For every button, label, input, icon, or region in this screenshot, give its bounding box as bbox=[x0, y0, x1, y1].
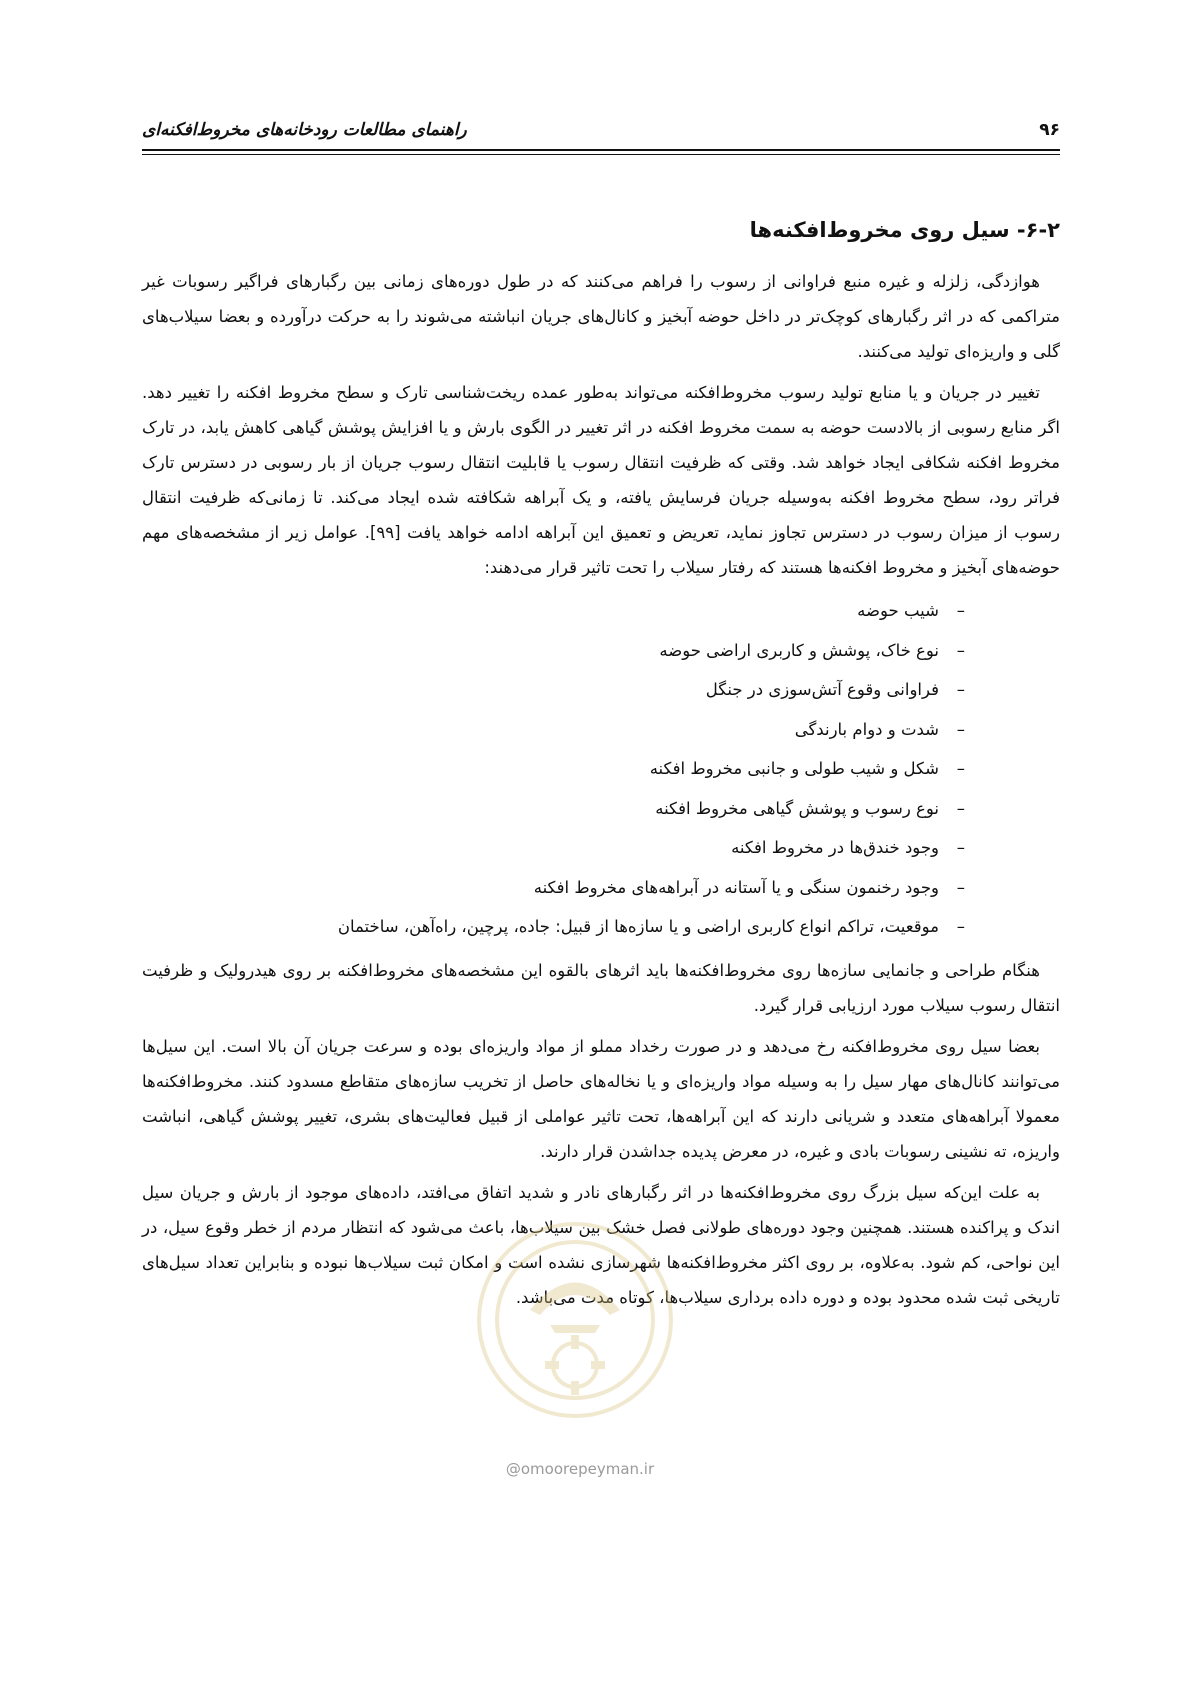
paragraph-5: به علت این‌که سیل بزرگ روی مخروط‌افکنه‌ها در اثر رگبارهای نادر و شدید اتفاق می‌افتد، داده‌های موجود از بارش و جریان سیل اندک و پراکنده هستند. همچنین وجود دوره‌های طولانی فصل خشک بین سیلاب‌ها، باعث می‌شود که انتظار مردم از خطر وقوع سیل، در این نواحی، کم شود. به‌علاوه، بر روی اکثر مخروط‌افکنه‌ها شهرسازی نشده است و امکان ثبت سیلاب‌ها نبوده و بنابراین تعداد سیل‌های تاریخی ثبت شده محدود بوده و دوره داده برداری سیلاب‌ها، کوتاه مدت می‌باشد. bbox=[142, 1182, 1060, 1307]
paragraph-1: هوازدگی، زلزله و غیره منبع فراوانی از رسوب را فراهم می‌کنند که در طول دوره‌های زمانی بین رگبارهای فراگیر رسوبات غیر متراکمی که در اثر رگبارهای کوچک‌تر در داخل حوضه آبخیز و کانال‌های جریان انباشته می‌شوند را به حرکت درآورده و بعضا سیلاب‌های گلی و واریزه‌ای تولید می‌کنند. bbox=[142, 272, 1060, 361]
header-rule-thin bbox=[142, 154, 1060, 155]
list-item-text: شدت و دوام بارندگی bbox=[794, 719, 939, 739]
dash-bullet: – bbox=[956, 838, 965, 857]
list-item bbox=[142, 789, 965, 829]
dash-bullet: – bbox=[956, 719, 965, 739]
page-header bbox=[142, 120, 1060, 148]
list-item bbox=[142, 907, 965, 947]
watermark-seal-icon bbox=[470, 1215, 680, 1425]
list-item-text: وجود رخنمون سنگی و یا آستانه در آبراهه‌های مخروط افکنه bbox=[533, 877, 939, 897]
list-item bbox=[142, 591, 965, 631]
factor-list bbox=[142, 591, 1060, 947]
list-item-text: شکل و شیب طولی و جانبی مخروط افکنه bbox=[649, 759, 939, 778]
list-item bbox=[142, 631, 965, 671]
dash-bullet: – bbox=[956, 601, 965, 620]
list-item-text: موقعیت، تراکم انواع کاربری اراضی و یا سازه‌ها از قبیل: جاده، پرچین، راه‌آهن، ساختمان bbox=[337, 917, 939, 936]
list-item-text: نوع رسوب و پوشش گیاهی مخروط افکنه bbox=[655, 798, 939, 818]
header-rule bbox=[142, 149, 1060, 151]
list-item bbox=[142, 670, 965, 710]
page-number: ۹۶ bbox=[1039, 120, 1060, 140]
dash-bullet: – bbox=[956, 798, 965, 818]
body-content bbox=[142, 212, 1060, 1321]
paragraph-2: تغییر در جریان و یا منابع تولید رسوب مخروط‌افکنه می‌تواند به‌طور عمده ریخت‌شناسی تارک و سطح مخروط افکنه را تغییر دهد. اگر منابع رسوبی از بالادست حوضه به سمت مخروط افکنه در اثر تغییر در الگوی بارش و یا افزایش پوشش گیاهی کاهش یابد، در تارک مخروط افکنه شکافی ایجاد خواهد شد. وقتی که ظرفیت انتقال رسوب یا قابلیت انتقال رسوب جریان از بار رسوبی در دسترس تارک فراتر رود، سطح مخروط افکنه به‌وسیله جریان فرسایش یافته، و یک آبراهه شکافته شده ایجاد می‌کند. تا زمانی‌که ظرفیت انتقال رسوب از میزان رسوب در دسترس تجاوز نماید، تعریض و تعمیق این آبراهه ادامه خواهد یافت [۹۹]. عوامل زیر از مشخصه‌های مهم حوضه‌های آبخیز و مخروط افکنه‌ها هستند که رفتار سیلاب را تحت تاثیر قرار می‌دهند: bbox=[142, 383, 1060, 577]
dash-bullet: – bbox=[956, 917, 965, 936]
list-item bbox=[142, 710, 965, 750]
running-title: راهنمای مطالعات رودخانه‌های مخروط‌افکنه‌ای bbox=[142, 120, 467, 140]
list-item bbox=[142, 868, 965, 908]
list-item-text: فراوانی وقوع آتش‌سوزی در جنگل bbox=[705, 680, 939, 699]
paragraph-3: هنگام طراحی و جانمایی سازه‌ها روی مخروط‌افکنه‌ها باید اثرهای بالقوه این مشخصه‌های مخروط‌افکنه بر روی هیدرولیک و ظرفیت انتقال رسوب سیلاب مورد ارزیابی قرار گیرد. bbox=[142, 960, 1060, 1015]
list-item-text: وجود خندق‌ها در مخروط افکنه bbox=[731, 838, 939, 857]
watermark-url: @omoorepeyman.ir bbox=[505, 1460, 655, 1478]
dash-bullet: – bbox=[956, 877, 965, 897]
dash-bullet: – bbox=[956, 680, 965, 699]
list-item-text: نوع خاک، پوشش و کاربری اراضی حوضه bbox=[659, 640, 939, 660]
list-item bbox=[142, 828, 965, 868]
list-item bbox=[142, 749, 965, 789]
dash-bullet: – bbox=[956, 640, 965, 660]
paragraph-4: بعضا سیل روی مخروط‌افکنه رخ می‌دهد و در صورت رخداد مملو از مواد واریزه‌ای بوده و سرعت جریان آن بالا است. این سیل‌ها می‌توانند کانال‌های مهار سیل را به وسیله مواد واریزه‌ای و یا نخاله‌های حاصل از تخریب سازه‌های متقاطع مسدود کنند. مخروط‌افکنه‌ها معمولا آبراهه‌های متعدد و شریانی دارند که این آبراهه‌ها، تحت تاثیر عواملی از قبیل فعالیت‌های بشری، تغییر پوشش گیاهی، انباشت واریزه، ته نشینی رسوبات بادی و غیره، در معرض پدیده جداشدن قرار دارند. bbox=[142, 1036, 1060, 1161]
list-item-text: شیب حوضه bbox=[857, 601, 939, 620]
section-heading: ۶-۲- سیل روی مخروط‌افکنه‌ها bbox=[749, 218, 1060, 242]
dash-bullet: – bbox=[956, 759, 965, 778]
